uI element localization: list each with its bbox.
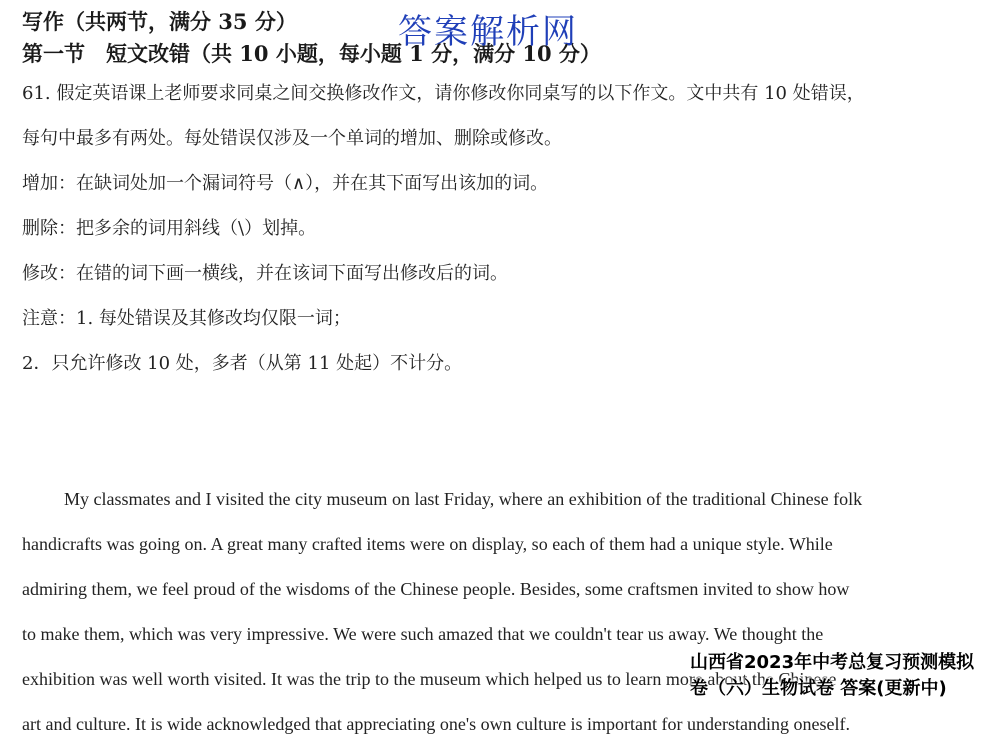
instruction-line: 2．只允许修改 10 处，多者（从第 11 处起）不计分。 <box>22 353 463 374</box>
passage-line: My classmates and I visited the city museum on last Friday, where an exhibition of the traditional Chinese folk <box>64 489 863 509</box>
instruction-line: 注意：1. 每处错误及其修改均仅限一词； <box>22 308 351 329</box>
instruction-line: 增加：在缺词处加一个漏词符号（∧），并在其下面写出该加的词。 <box>22 173 549 194</box>
subsection-heading: 第一节 短文改错（共 10 小题，每小题 1 分，满分 10 分） <box>22 41 601 66</box>
passage-line: admiring them, we feel proud of the wisdoms of the Chinese people. Besides, some craftsmen invited to show how <box>22 579 850 599</box>
passage-line: exhibition was well worth visited. It was the trip to the museum which helped us to learn more about the Chinese <box>22 669 837 689</box>
passage-line: art and culture. It is wide acknowledged that appreciating one's own culture is important for understanding oneself. <box>22 714 850 734</box>
passage-line: handicrafts was going on. A great many crafted items were on display, so each of them had a unique style. While <box>22 534 833 554</box>
instruction-line: 修改：在错的词下画一横线，并在该词下面写出修改后的词。 <box>22 263 508 284</box>
passage-line: to make them, which was very impressive. We were such amazed that we couldn't tear us away. We thought the <box>22 624 824 644</box>
overlay-caption: 山西省2023年中考总复习预测模拟卷（六）生物试卷 答案(更新中) <box>690 652 975 699</box>
watermark-text: 答案解析网 <box>398 12 578 52</box>
instruction-line: 删除：把多余的词用斜线（\）划掉。 <box>22 218 317 239</box>
passage <box>22 0 962 753</box>
section-heading: 写作（共两节，满分 35 分） <box>22 9 297 34</box>
instruction-line: 61. 假定英语课上老师要求同桌之间交换修改作文，请你修改你同桌写的以下作文。文中共有 10 处错误， <box>22 83 865 104</box>
instruction-line: 每句中最多有两处。每处错误仅涉及一个单词的增加、删除或修改。 <box>22 128 562 149</box>
